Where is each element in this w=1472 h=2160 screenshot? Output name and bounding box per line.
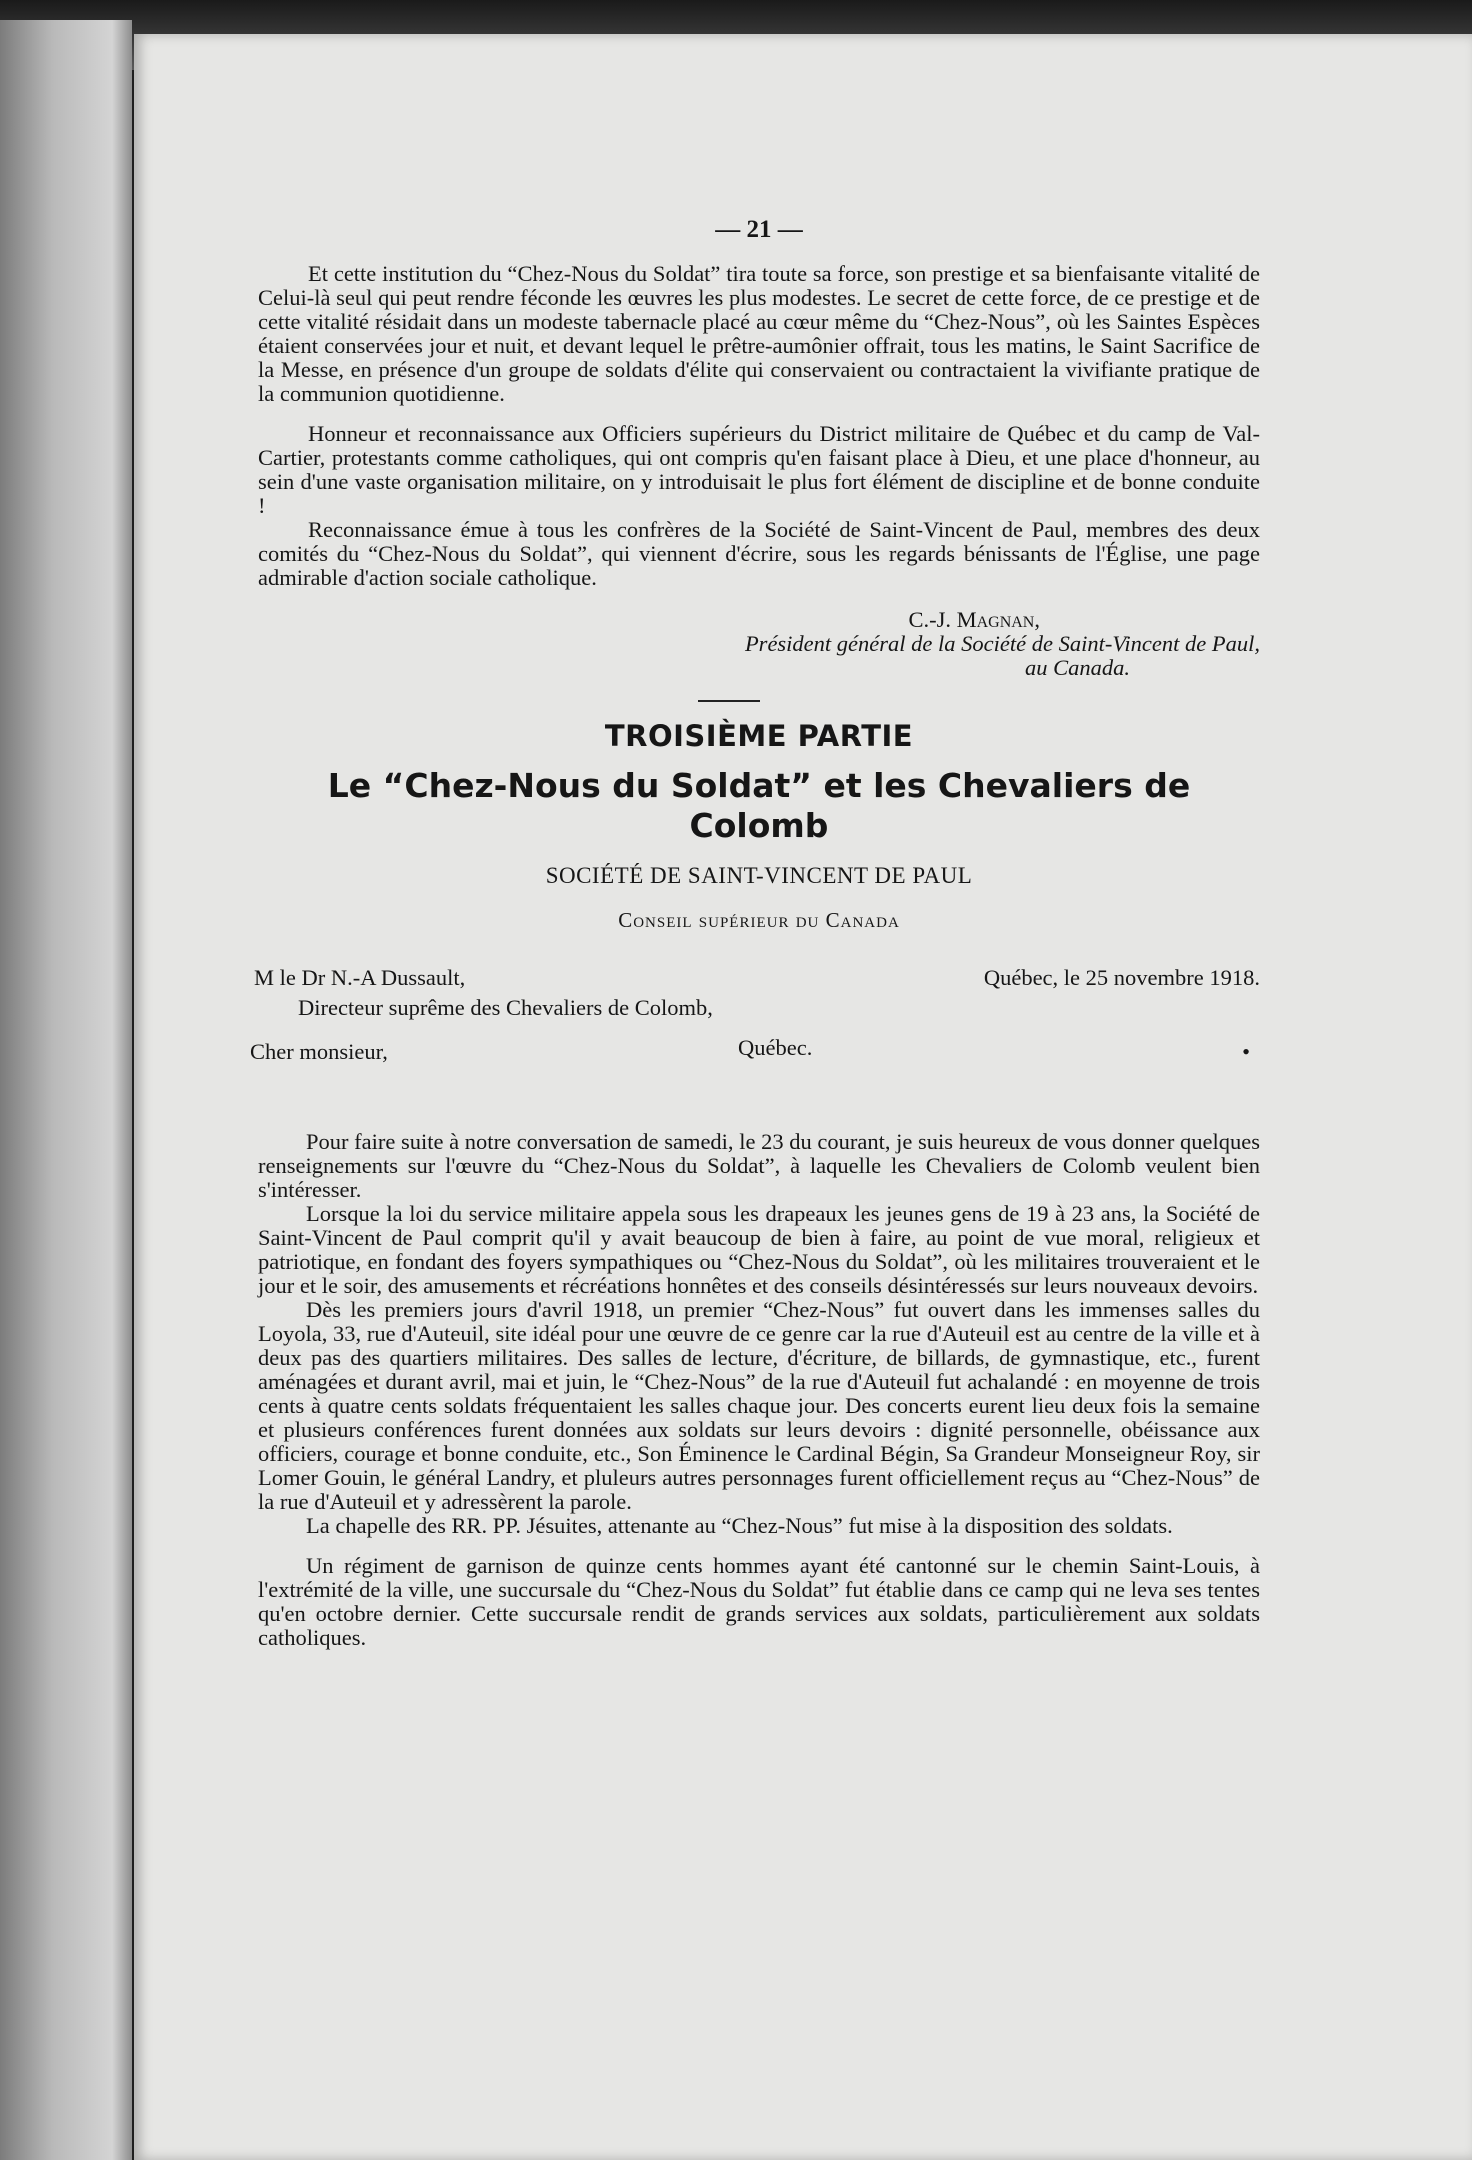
letter-recipient-city: Québec. <box>738 1035 813 1060</box>
letter-paragraph-5: Un régiment de garnison de quinze cents hommes ayant été cantonné sur le chemin Saint-Louis, à l'extrémité de la ville, une succursale du “Chez-Nous du Soldat” fut établie dans ce camp qui ne leva ses tentes qu'en octobre dernier. Cette succursale rendit de grands services aux soldats, particulièrement aux soldats catholiques. <box>258 1553 1260 1650</box>
letter-paragraph-4: La chapelle des RR. PP. Jésuites, attenante au “Chez-Nous” fut mise à la disposition des soldats. <box>306 1513 1173 1538</box>
letter-recipient-title: Directeur suprême des Chevaliers de Colomb, <box>298 995 713 1020</box>
letter-body <box>258 1130 1260 1650</box>
signature-name: C.-J. Magnan, <box>908 607 1040 632</box>
letter-recipient: M le Dr N.-A Dussault, <box>254 965 466 990</box>
letter-date: Québec, le 25 novembre 1918. <box>983 965 1260 990</box>
document-page <box>134 34 1472 2160</box>
signature-title: Président général de la Société de Saint-Vincent de Paul, <box>744 631 1260 656</box>
society-heading: SOCIÉTÉ DE SAINT-VINCENT DE PAUL <box>545 863 973 888</box>
intro-paragraph-3: Reconnaissance émue à tous les confrères de la Société de Saint-Vincent de Paul, membres des deux comités du “Chez-Nous du Soldat”, qui viennent d'écrire, sous les regards bénissants de l'Église, une page admirable d'action sociale catholique. <box>258 517 1260 590</box>
part-title: TROISIÈME PARTIE <box>604 719 914 753</box>
page-content <box>250 216 1260 1650</box>
section-divider <box>698 700 760 702</box>
intro-paragraph-1: Et cette institution du “Chez-Nous du Soldat” tira toute sa force, son prestige et sa bienfaisante vitalité de Celui-là seul qui peut rendre féconde les œuvres les plus modestes. Le secret de cette force, de ce prestige et de cette vitalité résidait dans un modeste tabernacle placé au cœur même du “Chez-Nous”, où les Saintes Espèces étaient conservées jour et nuit, et devant lequel le prêtre-aumônier offrait, tous les matins, le Saint Sacrifice de la Messe, en présence d'un groupe de soldats d'élite qui conservaient ou contractaient la vivifiante pratique de la communion quotidienne. <box>258 261 1260 406</box>
signature-block <box>258 608 1260 680</box>
letter-paragraph-1: Pour faire suite à notre conversation de samedi, le 23 du courant, je suis heureux de vous donner quelques renseignements sur l'œuvre du “Chez-Nous du Soldat”, à laquelle les Chevaliers de Colomb veulent bien s'intéresser. <box>258 1129 1260 1202</box>
section-title: Le “Chez-Nous du Soldat” et les Chevaliers de Colomb <box>327 766 1191 845</box>
letter-paragraph-2: Lorsque la loi du service militaire appela sous les drapeaux les jeunes gens de 19 à 23 ans, la Société de Saint-Vincent de Paul comprit qu'il y avait beaucoup de bien à faire, au point de vue moral, religieux et patriotique, en fondant des foyers sympathiques ou “Chez-Nous du Soldat”, où les militaires trouveraient et le jour et le soir, des amusements et récréations honnêtes et des conseils désintéressés sur leurs nouveaux devoirs. <box>258 1201 1260 1298</box>
facing-page-edge <box>0 20 132 2160</box>
council-heading: Conseil supérieur du Canada <box>618 908 900 932</box>
intro-paragraph-2: Honneur et reconnaissance aux Officiers supérieurs du District militaire de Québec et du camp de Val-Cartier, protestants comme catholiques, qui ont compris qu'en faisant place à Dieu, et une place d'honneur, au sein d'une vaste organisation militaire, on y introduisait le plus fort élément de discipline et de bonne conduite ! <box>258 421 1260 518</box>
letter-header <box>250 965 1260 1086</box>
signature-title-country: au Canada. <box>1024 655 1130 680</box>
margin-mark: • <box>1242 1039 1250 1064</box>
letter-salutation: Cher monsieur, <box>250 1039 388 1064</box>
letter-paragraph-3: Dès les premiers jours d'avril 1918, un premier “Chez-Nous” fut ouvert dans les immenses salles du Loyola, 33, rue d'Auteuil, site idéal pour une œuvre de ce genre car la rue d'Auteuil est au centre de la ville et à deux pas des quartiers militaires. Des salles de lecture, d'écriture, de billards, de gymnastique, etc., furent aménagées et durant avril, mai et juin, le “Chez-Nous” de la rue d'Auteuil fut achalandé : en moyenne de trois cents à quatre cents soldats fréquentaient les salles chaque jour. Des concerts eurent lieu deux fois la semaine et plusieurs conférences furent données aux soldats sur leurs devoirs : dignité personnelle, obéissance aux officiers, courage et bonne conduite, etc., Son Éminence le Cardinal Bégin, Sa Grandeur Monseigneur Roy, sir Lomer Gouin, le général Landry, et pluleurs autres personnages furent officiellement reçus au “Chez-Nous” de la rue d'Auteuil et y adressèrent la parole. <box>258 1297 1260 1514</box>
page-number: — 21 — <box>715 216 803 243</box>
